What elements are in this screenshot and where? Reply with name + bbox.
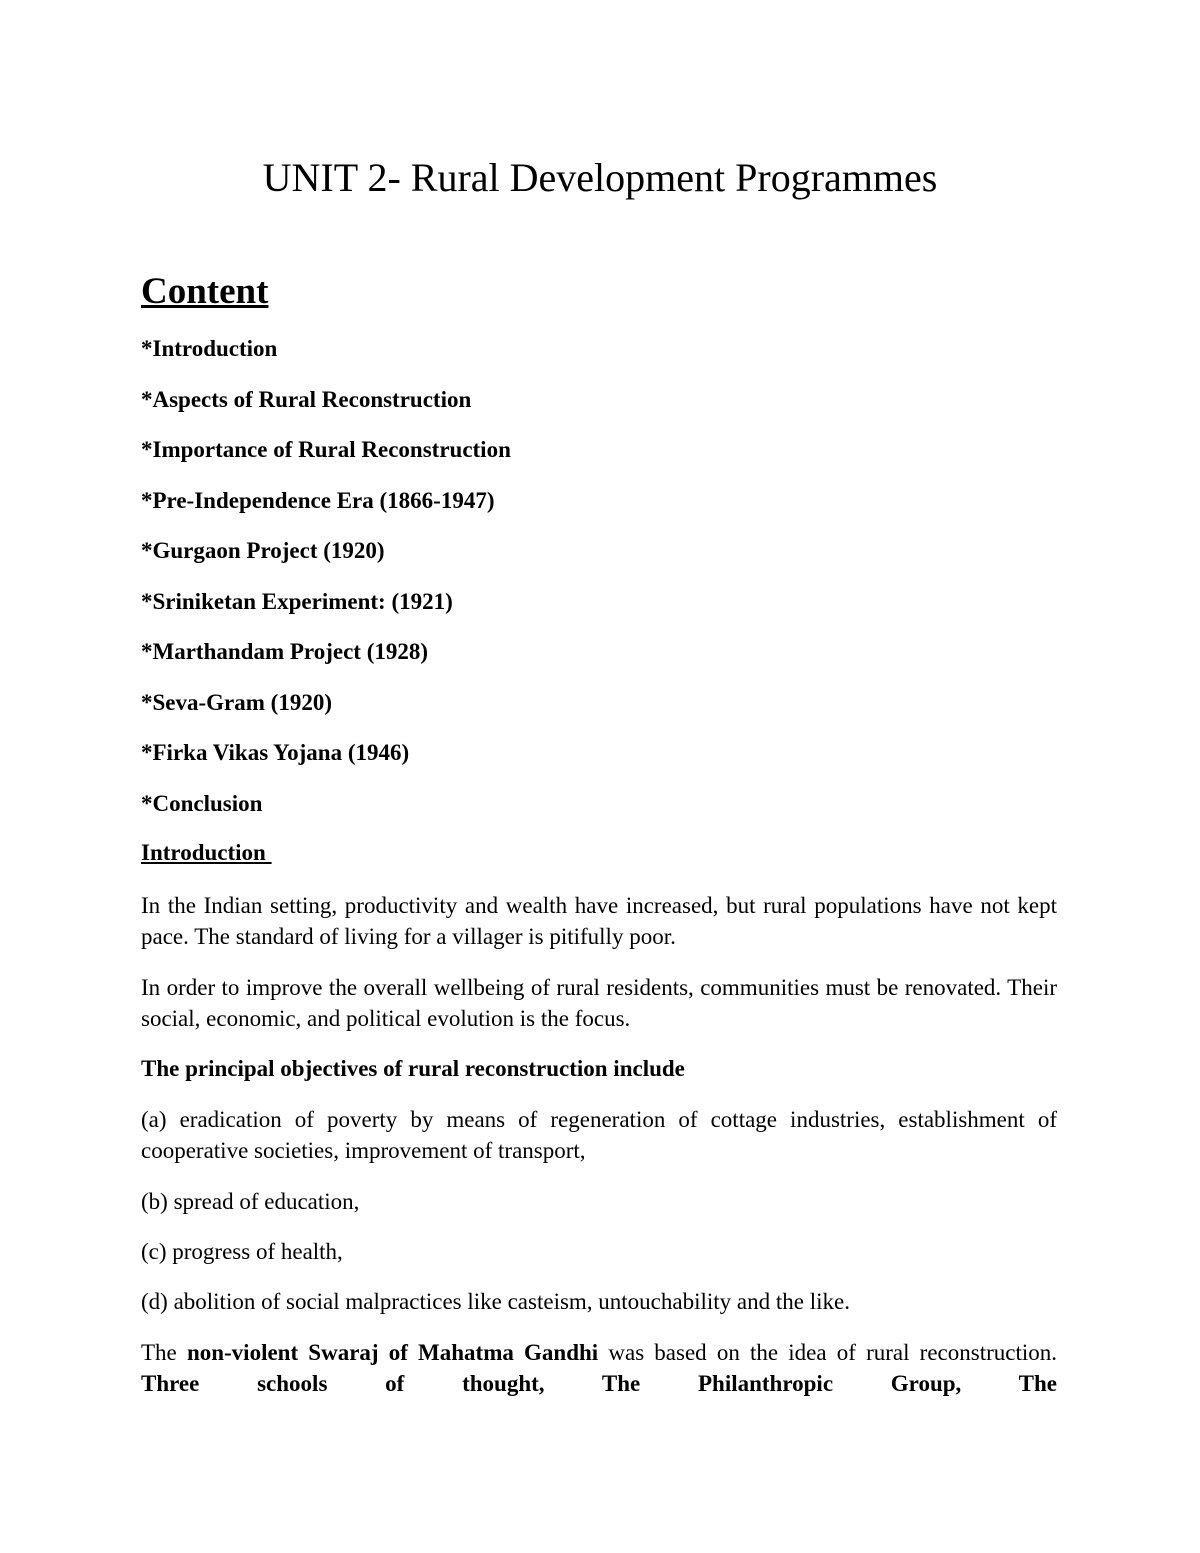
toc-item: *Importance of Rural Reconstruction (141, 437, 511, 462)
gandhi-bold-2: Three schools of thought, The Philanthropic Group, The (141, 1371, 1057, 1396)
introduction-heading: Introduction (141, 840, 272, 865)
toc-item: *Pre-Independence Era (1866-1947) (141, 487, 495, 513)
gandhi-text-2: was based on the idea of rural reconstruction. (598, 1340, 1057, 1365)
toc-item: *Firka Vikas Yojana (1946) (141, 740, 410, 765)
gandhi-text-1: The (141, 1340, 187, 1365)
objectives-heading: The principal objectives of rural reconstruction include (141, 1056, 685, 1081)
toc-item: *Conclusion (141, 790, 263, 816)
gandhi-paragraph (141, 1337, 1057, 1399)
objective-d: (d) abolition of social malpractices like casteism, untouchability and the like. (141, 1289, 850, 1314)
document-title: UNIT 2- Rural Development Programmes (262, 155, 938, 200)
toc-item: *Aspects of Rural Reconstruction (141, 386, 472, 412)
objective-a: (a) eradication of poverty by means of regeneration of cottage industries, establishment of cooperative societies, improvement of transport, (141, 1107, 1057, 1163)
toc-item: *Seva-Gram (1920) (141, 689, 332, 715)
objective-c: (c) progress of health, (141, 1239, 343, 1264)
toc-item: *Sriniketan Experiment: (1921) (141, 588, 453, 614)
table-of-contents (141, 334, 511, 839)
gandhi-bold-1: non-violent Swaraj of Mahatma Gandhi (186, 1340, 599, 1365)
intro-paragraph-2: In order to improve the overall wellbeing of rural residents, communities must be renovated. Their social, economic, and political evolution is the focus. (141, 975, 1057, 1031)
toc-item: *Introduction (141, 336, 278, 361)
intro-paragraph-1: In the Indian setting, productivity and wealth have increased, but rural populations have not kept pace. The standard of living for a villager is pitifully poor. (141, 893, 1057, 949)
toc-item: *Gurgaon Project (1920) (141, 538, 385, 563)
objective-b: (b) spread of education, (141, 1189, 360, 1214)
toc-item: *Marthandam Project (1928) (141, 639, 429, 664)
content-heading: Content (141, 271, 269, 312)
